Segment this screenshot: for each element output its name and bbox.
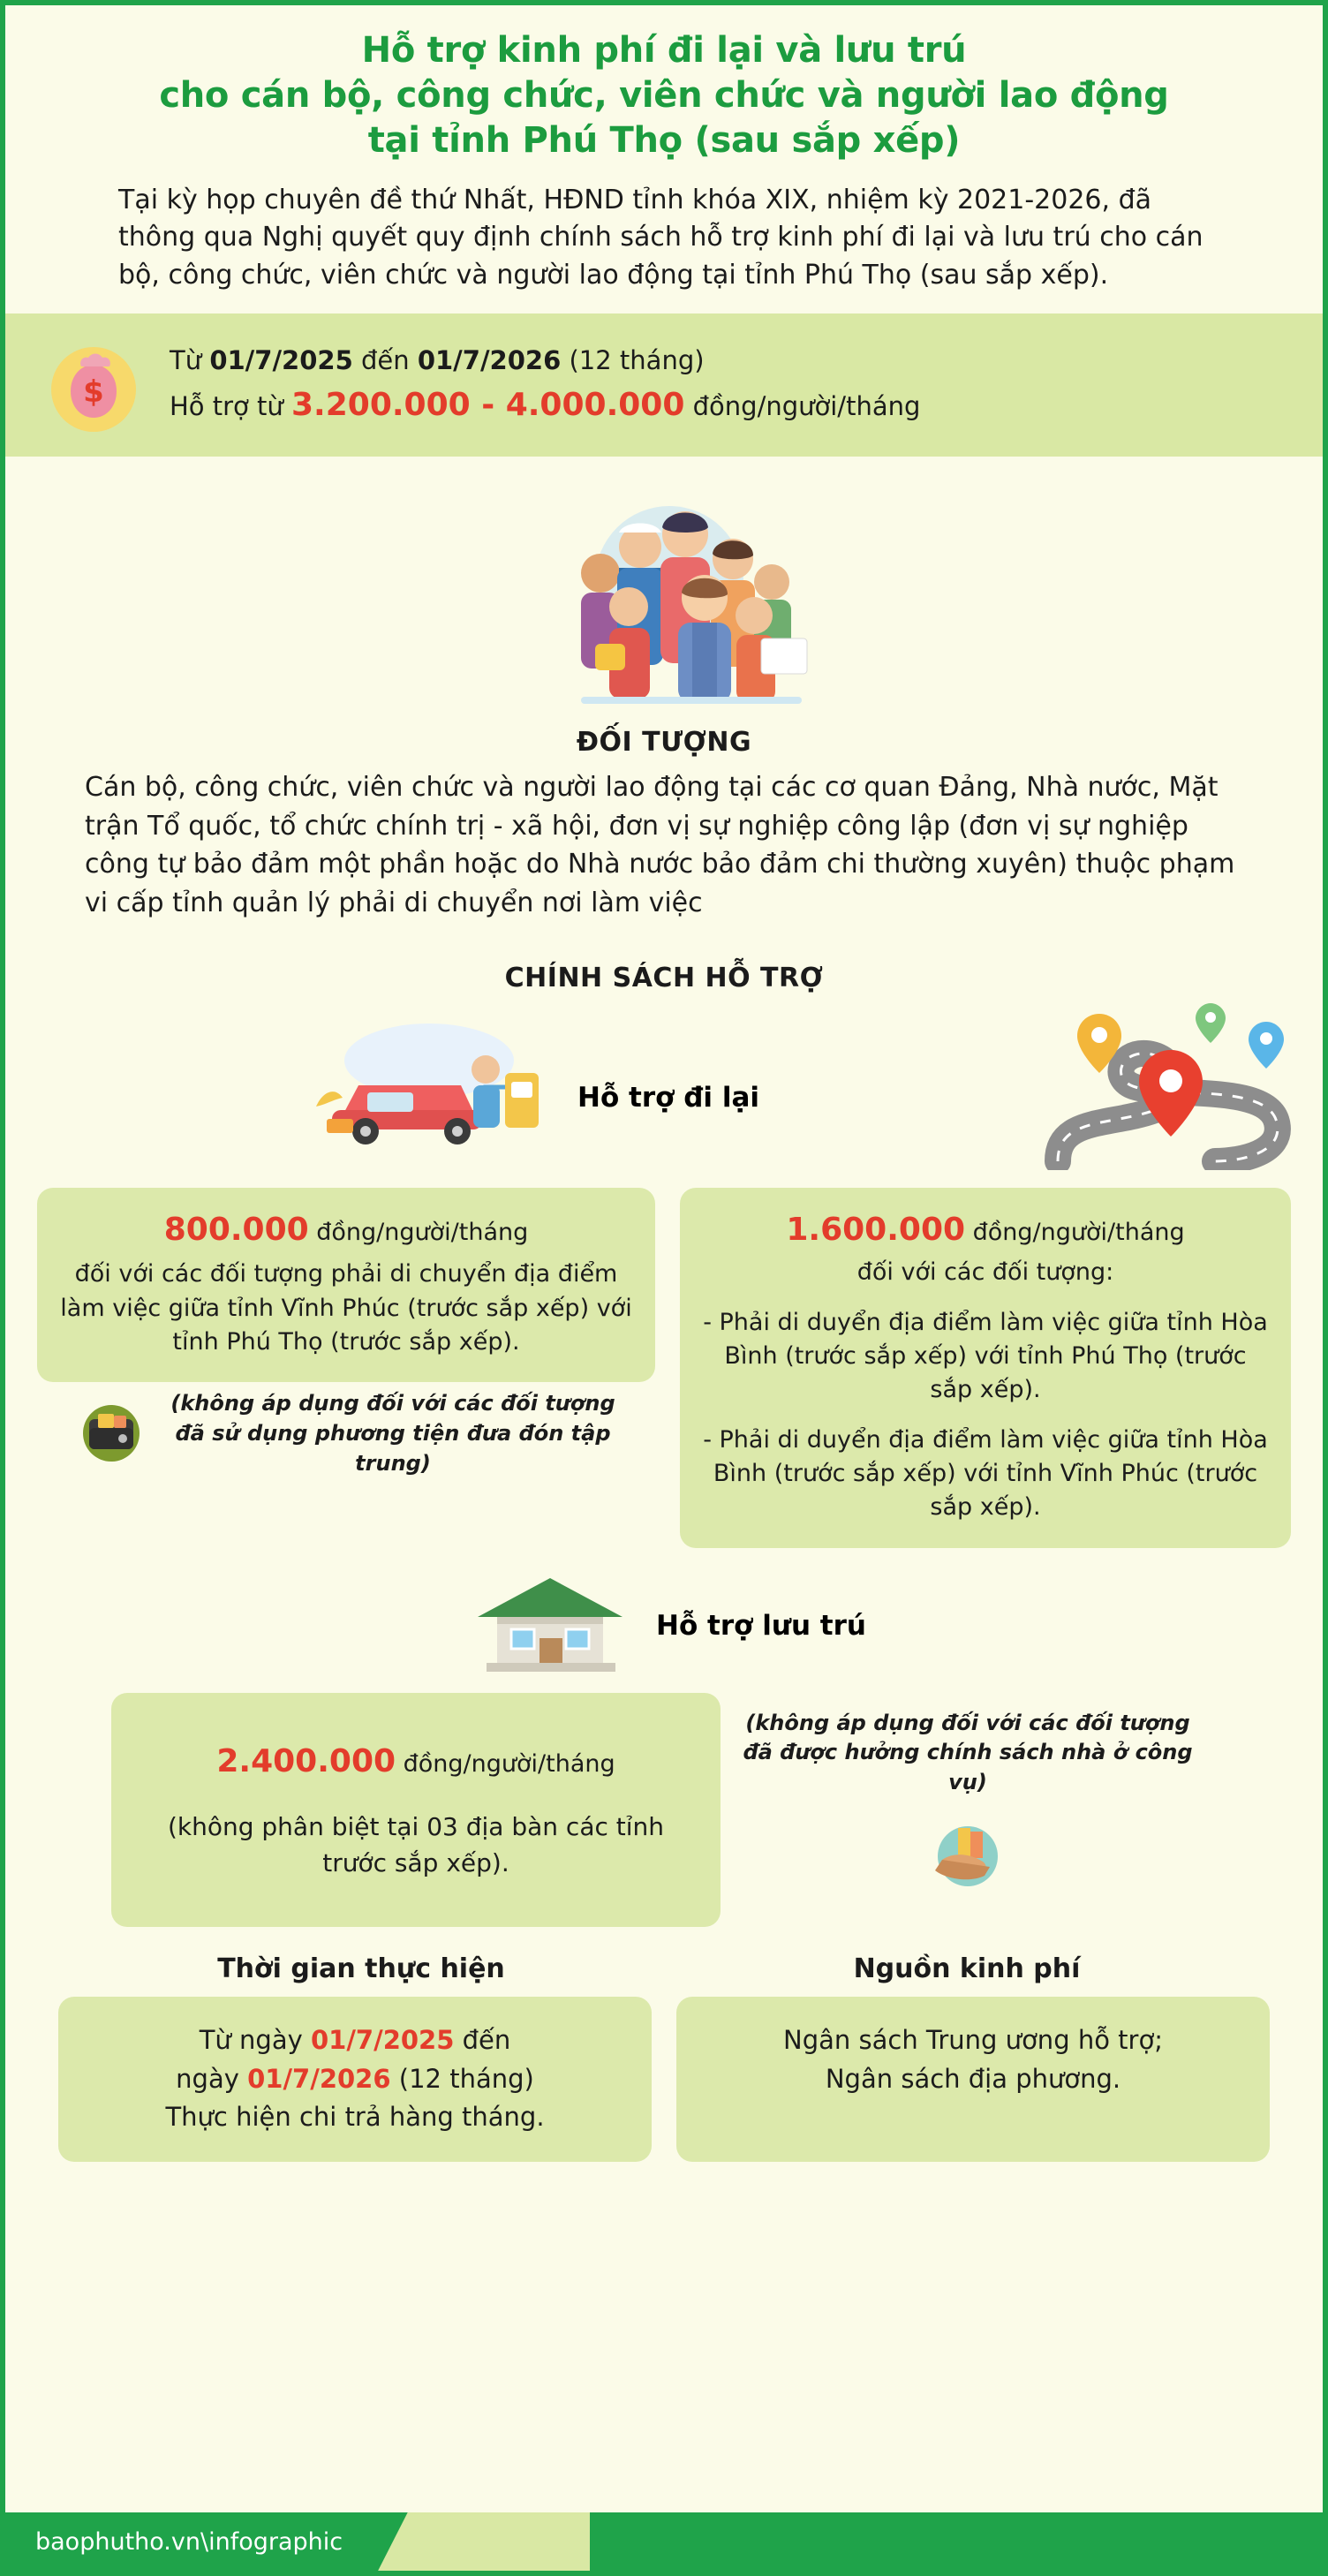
band-line-1: Từ 01/7/2025 đến 01/7/2026 (12 tháng) [170, 344, 705, 375]
stay-amount: 2.400.000 [216, 1742, 396, 1779]
bottom-headings [5, 1953, 1323, 1984]
house-icon [462, 1571, 638, 1681]
hand-money-icon [738, 1805, 1197, 1902]
time-card [58, 1997, 652, 2162]
stay-card [111, 1693, 721, 1927]
road-pins-illustration [1022, 985, 1305, 1174]
wallet-icon [69, 1389, 154, 1465]
time-line-1: Từ ngày 01/7/2025 đến [199, 2025, 511, 2056]
bottom-cards [5, 1997, 1323, 2162]
travel-support-label: Hỗ trợ đi lại [577, 1082, 760, 1114]
travel-card-left-note-row [37, 1382, 655, 1478]
stay-support-content [5, 1693, 1323, 1927]
bottom-spacer [5, 2162, 1323, 2224]
travel-support-row [5, 1004, 1323, 1172]
card-right-head: đối với các đối tượng: [856, 1258, 1114, 1287]
people-illustration [5, 474, 1323, 713]
page-title [5, 5, 1323, 170]
band-line-2: Hỗ trợ từ 3.200.000 - 4.000.000 đồng/người/tháng [170, 386, 921, 423]
footer-decoration [378, 2512, 590, 2571]
time-heading: Thời gian thực hiện [217, 1953, 505, 1985]
policy-heading: CHÍNH SÁCH HỖ TRỢ [504, 963, 824, 994]
footer-bar [5, 2512, 1323, 2571]
card-left-amount: 800.000 [163, 1212, 309, 1249]
stay-support-row [5, 1571, 1323, 1681]
time-line-2: ngày 01/7/2026 (12 tháng) [176, 2063, 534, 2094]
stay-text: (không phân biệt tại 03 địa bàn các tỉnh trước sắp xếp). [167, 1811, 665, 1877]
travel-card-left [37, 1188, 655, 1382]
title-line-2: cho cán bộ, công chức, viên chức và người lao động [159, 75, 1169, 117]
card-right-item-2: - Phải di duyển địa điểm làm việc giữa tỉnh Hòa Bình (trước sắp xếp) với tỉnh Vĩnh Phúc (trước sắp xếp). [703, 1425, 1268, 1522]
intro-paragraph: Tại kỳ họp chuyên đề thứ Nhất, HĐND tỉnh khóa XIX, nhiệm kỳ 2021-2026, đã thông qua Nghị quyết quy định chính sách hỗ trợ kinh phí đi lại và lưu trú cho cán bộ, công chức, viên chức và người lao động tại tỉnh Phú Thọ (sau sắp xếp). [118, 184, 1204, 291]
card-left-unit: đồng/người/tháng [308, 1219, 529, 1247]
stay-unit: đồng/người/tháng [396, 1749, 615, 1778]
footer-source: baophutho.vn\infographic [35, 2527, 343, 2556]
card-right-amount: 1.600.000 [786, 1212, 966, 1249]
money-bag-icon [41, 336, 147, 434]
time-date-to: 01/7/2026 [247, 2063, 391, 2094]
card-right-unit: đồng/người/tháng [965, 1219, 1185, 1247]
card-right-item-1: - Phải di duyển địa điểm làm việc giữa tỉnh Hòa Bình (trước sắp xếp) với tỉnh Phú Thọ (trước sắp xếp). [703, 1308, 1268, 1404]
card-left-text: đối với các đối tượng phải di chuyển địa điểm làm việc giữa tỉnh Vĩnh Phúc (trước sắp xếp) với tỉnh Phú Thọ (trước sắp xếp). [60, 1260, 632, 1356]
band-date-from: 01/7/2025 [209, 344, 353, 375]
subject-heading: ĐỐI TƯỢNG [576, 727, 752, 759]
fund-card [676, 1997, 1270, 2162]
fund-heading: Nguồn kinh phí [853, 1953, 1081, 1985]
car-fuel-illustration [297, 1011, 562, 1156]
band-date-to: 01/7/2026 [417, 344, 562, 375]
band-amount: 3.200.000 - 4.000.000 [291, 386, 685, 423]
time-line-3: Thực hiện chi trả hàng tháng. [165, 2102, 545, 2133]
band-text [170, 341, 920, 430]
travel-card-left-note: (không áp dụng đối với các đối tượng đã sử dụng phương tiện đưa đón tập trung) [170, 1391, 615, 1476]
fund-line-2: Ngân sách địa phương. [825, 2063, 1121, 2094]
stay-note: (không áp dụng đối với các đối tượng đã được hưởng chính sách nhà ở công vụ) [743, 1710, 1193, 1794]
stay-note-wrap [738, 1693, 1197, 1902]
support-amount-band [5, 314, 1323, 457]
time-date-from: 01/7/2025 [310, 2025, 455, 2056]
title-line-1: Hỗ trợ kinh phí đi lại và lưu trú [361, 30, 967, 71]
svg-text:$: $ [83, 374, 104, 411]
stay-support-label: Hỗ trợ lưu trú [656, 1609, 866, 1642]
travel-support-cards [5, 1188, 1323, 1547]
subject-text: Cán bộ, công chức, viên chức và người lao động tại các cơ quan Đảng, Nhà nước, Mặt trận Tổ quốc, tổ chức chính trị - xã hội, đơn vị sự nghiệp công lập (đơn vị sự nghiệp công tự bảo đảm một phần hoặc do Nhà nước bảo đảm chi thường xuyên) thuộc phạm vi cấp tỉnh quản lý phải di chuyển nơi làm việc [85, 772, 1235, 918]
travel-card-right [680, 1188, 1291, 1547]
title-line-3: tại tỉnh Phú Thọ (sau sắp xếp) [367, 120, 961, 162]
fund-line-1: Ngân sách Trung ương hỗ trợ; [783, 2025, 1163, 2056]
